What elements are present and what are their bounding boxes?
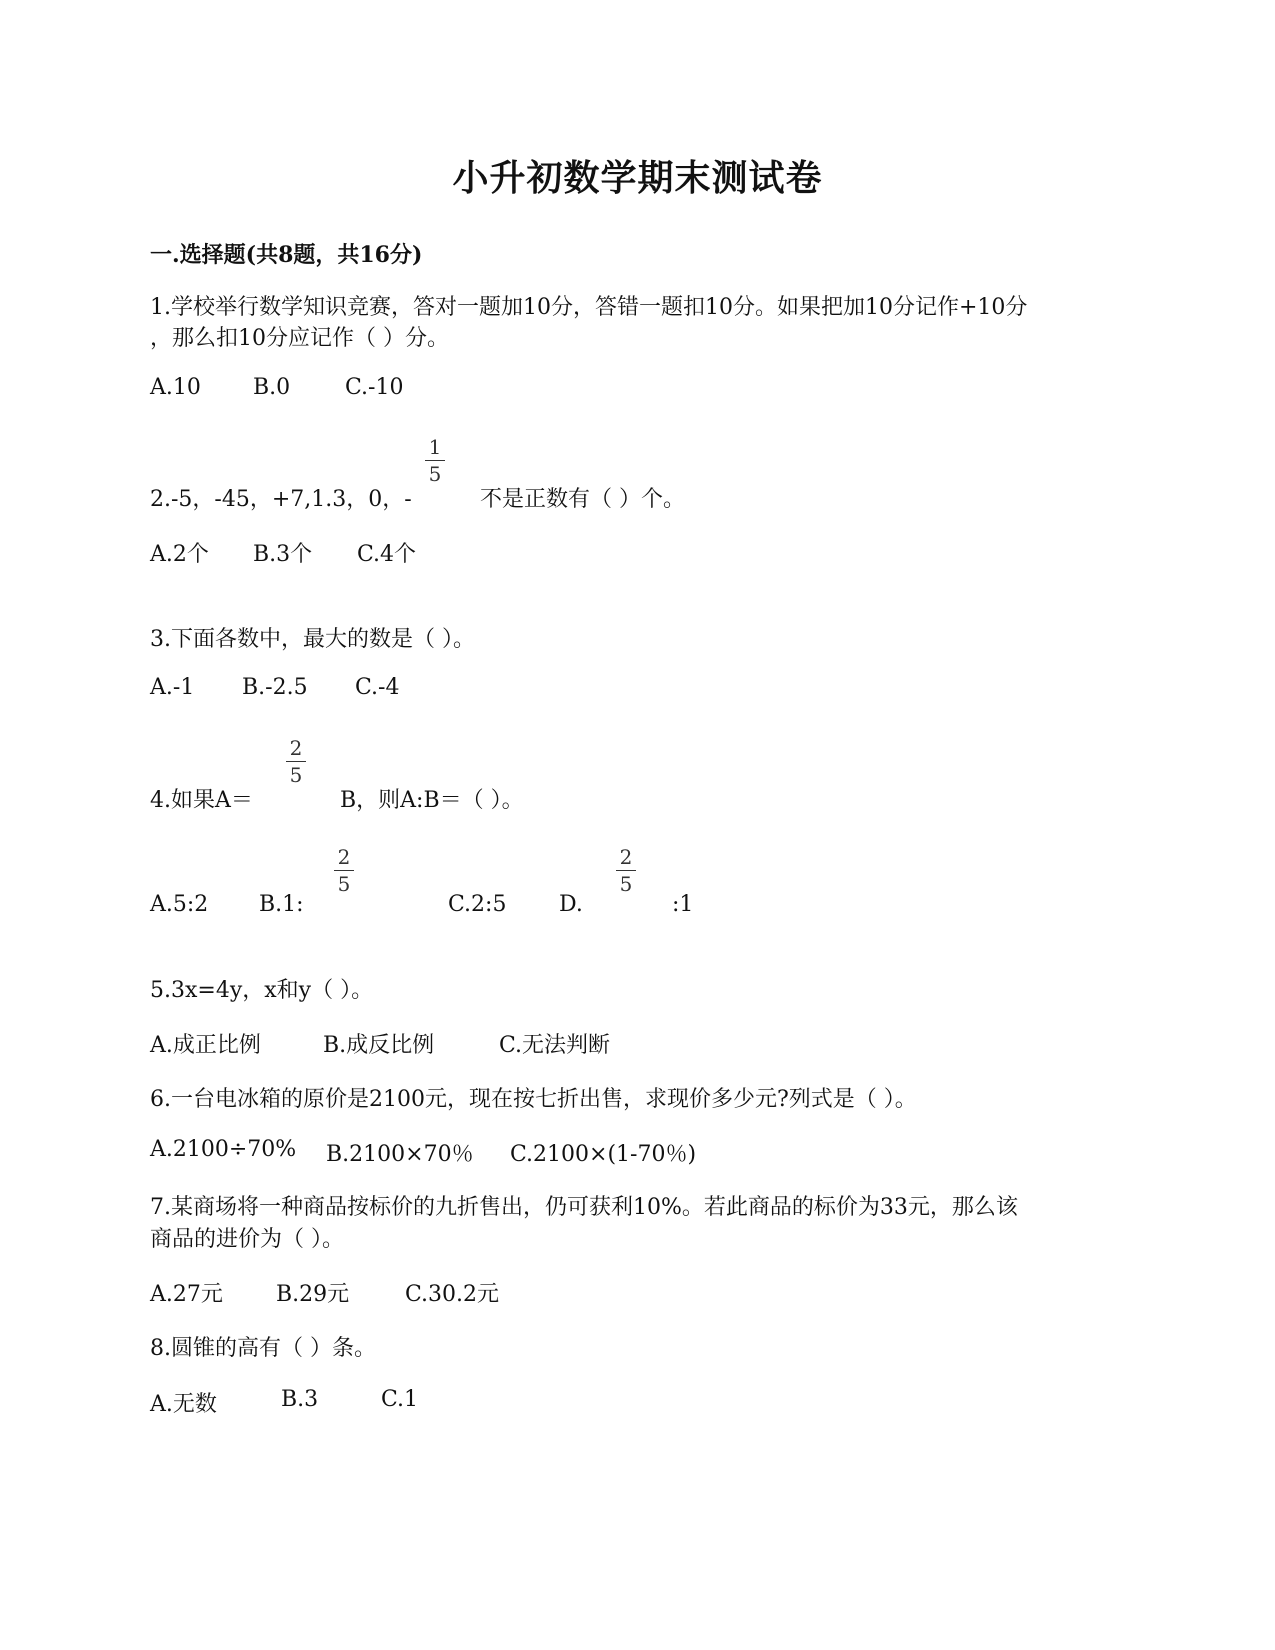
question-7-option-a: A.27元	[150, 1282, 223, 1307]
question-1-line-2: ，那么扣10分应记作（ ）分。	[150, 326, 449, 351]
question-2-option-a: A.2个	[150, 542, 209, 567]
question-6-option-c: C.2100×(1-70％)	[510, 1142, 697, 1167]
question-3-option-a: A.-1	[150, 675, 195, 700]
question-4-option-d: D.	[559, 892, 583, 917]
question-2-text-after: 不是正数有（ ）个。	[480, 487, 685, 512]
question-5-text: 5.3x=4y，x和y（ ）。	[150, 978, 374, 1003]
question-3-option-c: C.-4	[355, 675, 400, 700]
question-8-text: 8.圆锥的高有（ ）条。	[150, 1336, 376, 1361]
question-5-option-b: B.成反比例	[323, 1033, 435, 1058]
question-4-option-a: A.5:2	[150, 892, 209, 917]
question-4-option-d-fraction	[614, 847, 638, 894]
question-1-option-a: A.10	[150, 375, 201, 400]
question-2-option-b: B.3个	[253, 542, 313, 567]
question-4-text-after: B，则A:B＝（ ）。	[340, 788, 524, 813]
question-1-option-b: B.0	[253, 375, 291, 400]
fraction-numerator: 1	[428, 435, 442, 459]
fraction-numerator: 2	[619, 845, 633, 869]
page-title: 小升初数学期末测试卷	[452, 157, 823, 199]
fraction-bar	[425, 460, 445, 461]
question-7-line-1: 7.某商场将一种商品按标价的九折售出，仍可获利10%。若此商品的标价为33元，那么该	[150, 1195, 1018, 1220]
fraction-denominator: 5	[428, 462, 442, 486]
question-7-line-2: 商品的进价为（ ）。	[150, 1227, 344, 1252]
question-1-line-1: 1.学校举行数学知识竞赛，答对一题加10分，答错一题扣10分。如果把加10分记作+10分	[150, 295, 1028, 320]
section-heading: 一.选择题(共8题，共16分)	[150, 242, 423, 268]
question-6-option-a: A.2100÷70%	[150, 1137, 297, 1162]
question-8-option-b: B.3	[281, 1387, 319, 1412]
question-8-option-c: C.1	[381, 1387, 419, 1412]
fraction-bar	[286, 761, 306, 762]
question-4-option-c: C.2:5	[448, 892, 507, 917]
question-8-option-a: A.无数	[150, 1392, 217, 1417]
question-4-fraction	[284, 738, 308, 785]
question-5-option-c: C.无法判断	[499, 1033, 611, 1058]
fraction-bar	[616, 870, 636, 871]
question-3-option-b: B.-2.5	[242, 675, 308, 700]
question-2-text-before: 2.-5，-45，+7,1.3，0，-	[150, 487, 412, 512]
fraction-numerator: 2	[289, 736, 303, 760]
question-6-option-b: B.2100×70％	[326, 1142, 474, 1167]
question-4-option-b-fraction	[332, 847, 356, 894]
fraction-denominator: 5	[619, 872, 633, 896]
question-1-option-c: C.-10	[345, 375, 404, 400]
fraction-denominator: 5	[337, 872, 351, 896]
question-7-option-c: C.30.2元	[405, 1282, 500, 1307]
question-6-text: 6.一台电冰箱的原价是2100元，现在按七折出售，求现价多少元?列式是（ ）。	[150, 1087, 917, 1112]
fraction-denominator: 5	[289, 763, 303, 787]
question-7-option-b: B.29元	[276, 1282, 350, 1307]
question-5-option-a: A.成正比例	[150, 1033, 261, 1058]
question-2-option-c: C.4个	[357, 542, 417, 567]
question-2-fraction	[423, 437, 447, 484]
question-3-text: 3.下面各数中，最大的数是（ ）。	[150, 627, 475, 652]
fraction-numerator: 2	[337, 845, 351, 869]
question-4-text-before: 4.如果A＝	[150, 788, 253, 813]
fraction-bar	[334, 870, 354, 871]
question-4-option-b: B.1:	[259, 892, 304, 917]
question-4-option-d-suffix: :1	[672, 892, 694, 917]
